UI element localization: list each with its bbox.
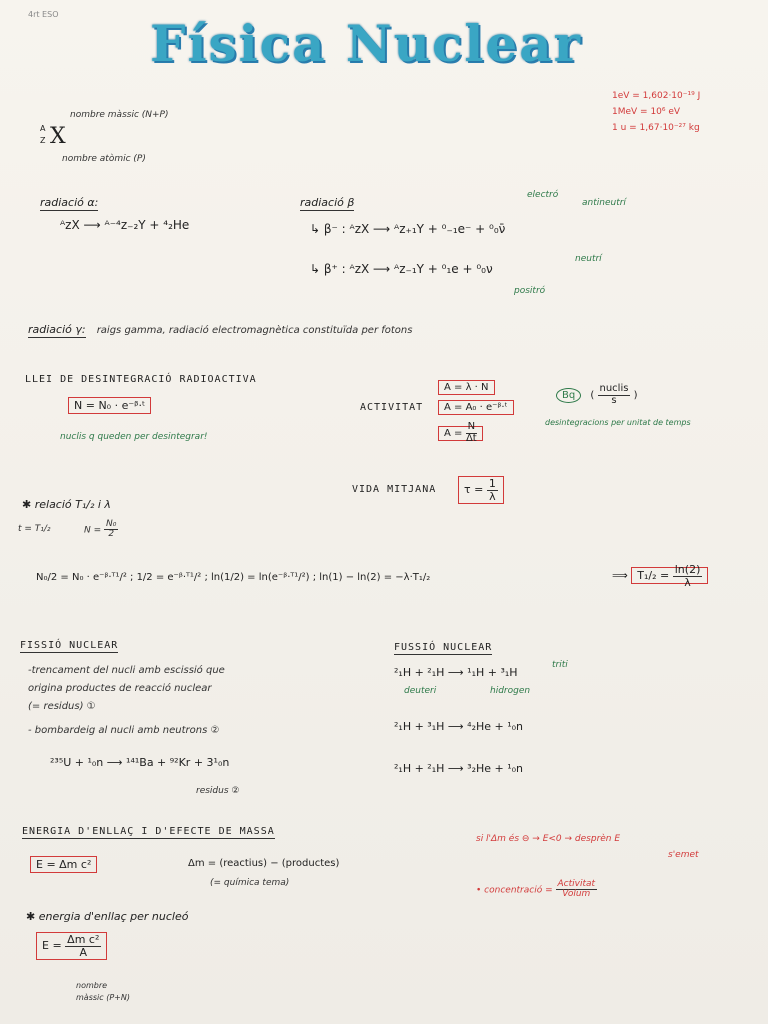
- constant-mev: 1MeV = 10⁶ eV: [612, 107, 681, 117]
- beta-title: radiació β: [300, 196, 355, 209]
- nuclide-symbol: X: [50, 124, 66, 149]
- activity-formulas: [438, 378, 514, 444]
- activity-formula-1: A = λ · N: [438, 380, 495, 395]
- alpha-title: radiació α:: [40, 196, 99, 209]
- constant-ev: 1eV = 1,602·10⁻¹⁹ J: [612, 91, 701, 101]
- mass-number-label: nombre màssic (N+P): [70, 110, 169, 120]
- activity-unit: Bq: [556, 388, 581, 403]
- gamma-row: [28, 318, 412, 337]
- antineutrino-label: antineutrí: [582, 198, 626, 208]
- activity-formula-2: A = A₀ · e⁻ᵝ·ᵗ: [438, 400, 514, 415]
- constant-u: 1 u = 1,67·10⁻²⁷ kg: [612, 123, 700, 133]
- atomic-number-label: nombre atòmic (P): [62, 154, 146, 164]
- electron-label: electró: [527, 190, 559, 200]
- mean-life-formula: τ = $\frac{1}{\lambda}$: [458, 476, 504, 504]
- beta-plus-equation: ↳ β⁺ : ᴬzX ⟶ ᴬz₋₁Y + ⁰₁e + ⁰₀ν: [310, 262, 493, 276]
- fusion-equation-3: ²₁H + ²₁H ⟶ ³₂He + ¹₀n: [394, 762, 524, 775]
- decay-law-formula: N = N₀ · e⁻ᵝ·ᵗ: [68, 397, 151, 414]
- mass-defect-note: (= química tema): [210, 878, 290, 888]
- gamma-title: radiació γ:: [28, 323, 86, 336]
- activity-formula-3: A = $\frac{N}{\Delta t}$: [438, 426, 483, 441]
- activity-unit-note: desintegracions per unitat de temps: [545, 418, 691, 427]
- neutrino-label: neutrí: [575, 254, 602, 264]
- relation-derivation: N₀/2 = N₀ · e⁻ᵝ·ᵀ¹/² ; 1/2 = e⁻ᵝ·ᵀ¹/² ; ln(1/2) = ln(e⁻ᵝ·ᵀ¹/²) ; ln(1) − ln(2) = −λ·T₁/₂: [36, 572, 431, 583]
- fusion-equation-2: ²₁H + ³₁H ⟶ ⁴₂He + ¹₀n: [394, 720, 524, 733]
- hydrogen-label: hidrogen: [490, 686, 531, 696]
- fission-title: FISSIÓ NUCLEAR: [20, 640, 119, 651]
- fusion-title: FUSSIÓ NUCLEAR: [394, 642, 493, 653]
- binding-per-nucleon-formula: E = $\frac{\text{Δm c²}}{A}$: [36, 932, 107, 960]
- relation-title: ✱ relació T₁/₂ i λ: [22, 498, 111, 511]
- constants-block: [612, 88, 700, 136]
- binding-per-nucleon-title: ✱ energia d'enllaç per nucleó: [26, 910, 189, 923]
- relation-t: t = T₁/₂: [18, 524, 51, 534]
- corner-note: 4rt ESO: [28, 10, 59, 19]
- emits-note: s'emet: [668, 850, 699, 860]
- fusion-equation-1: ²₁H + ²₁H ⟶ ¹₁H + ³₁H: [394, 666, 518, 679]
- activity-unit-block: Bq ( $\frac{\text{nuclis}}{s}$ ): [556, 384, 638, 406]
- beta-minus-equation: ↳ β⁻ : ᴬzX ⟶ ᴬz₊₁Y + ⁰₋₁e⁻ + ⁰₀ν̄: [310, 222, 506, 236]
- relation-n: N = $\frac{\text{N₀}}{2}$: [84, 519, 117, 540]
- gamma-text: raigs gamma, radiació electromagnètica constituïda per fotons: [96, 325, 413, 336]
- mass-number-note: nombre màssic (P+N): [76, 981, 130, 1002]
- decay-law-note: nuclis q queden per desintegrar!: [60, 432, 208, 442]
- mean-life-label: VIDA MITJANA: [352, 484, 437, 495]
- energy-title: ENERGIA D'ENLLAÇ I D'EFECTE DE MASSA: [22, 826, 275, 837]
- fission-equation: ²³⁵U + ¹₀n ⟶ ¹⁴¹Ba + ⁹²Kr + 3¹₀n: [50, 756, 230, 769]
- fission-residus: residus ②: [196, 786, 240, 796]
- relation-result: ⟹ T₁/₂ = $\frac{\ln(2)}{\lambda}$: [612, 564, 708, 588]
- deuterium-label: deuteri: [404, 686, 437, 696]
- negative-mass-note: si l'Δm és ⊖ → E<0 → desprèn E: [476, 834, 621, 844]
- page-title: Física Nuclear: [150, 14, 582, 73]
- tritium-label: triti: [552, 660, 568, 670]
- alpha-equation: ᴬzX ⟶ ᴬ⁻⁴z₋₂Y + ⁴₂He: [60, 218, 190, 232]
- concentration-note: • concentració = $\frac{\text{Activitat}}{\text{Volum}}$: [476, 879, 596, 900]
- activity-label: ACTIVITAT: [360, 402, 424, 413]
- fission-description: -trencament del nucli amb escissió que origina productes de reacció nuclear (= residus) ① - bombardeig al nucli amb neutrons ②: [28, 665, 225, 736]
- positron-label: positró: [514, 286, 546, 296]
- energy-formula: E = Δm c²: [30, 856, 97, 873]
- mass-defect-formula: Δm = (reactius) − (productes): [188, 858, 340, 869]
- decay-law-title: LLEI DE DESINTEGRACIÓ RADIOACTIVA: [25, 374, 257, 385]
